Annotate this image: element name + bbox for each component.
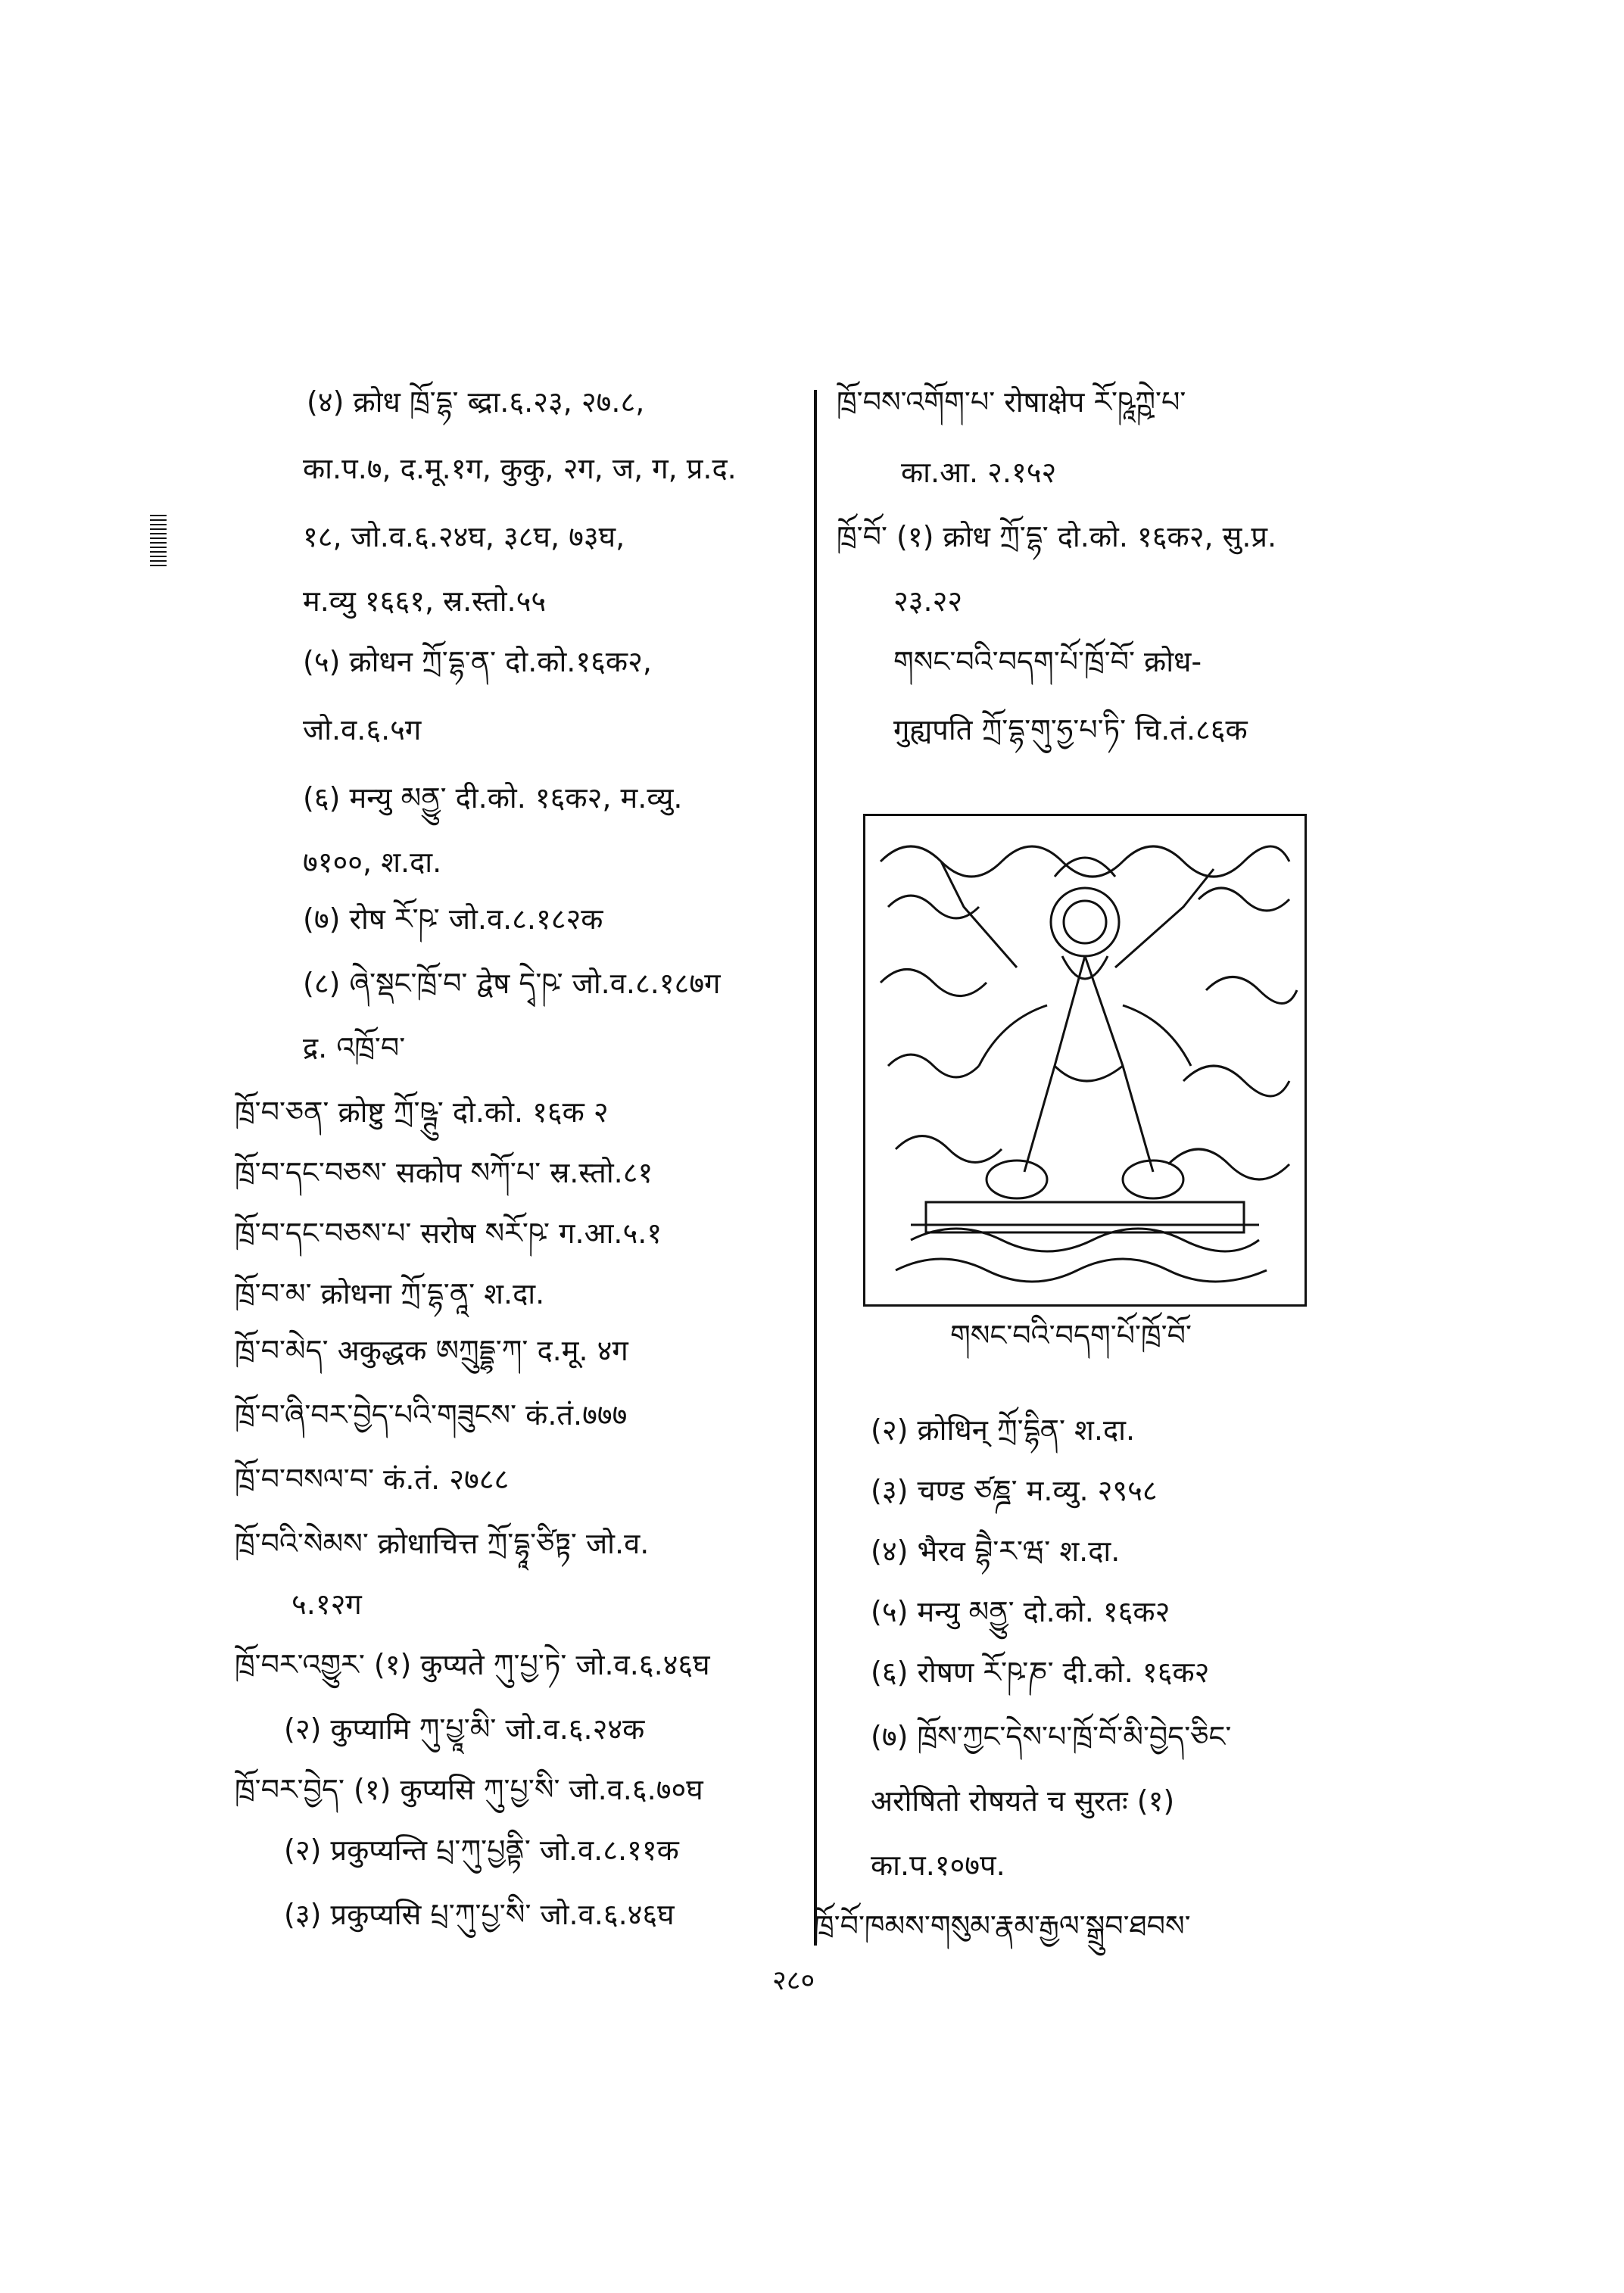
entry-line: (४) भैरव བྷཻ་ར་ཝ་ श.दा. — [871, 1534, 1121, 1568]
headword-line: ཁྲོ་བ་དང་བཅས་ सकोप སཀོ་པ་ स्र.स्तो.८१ — [235, 1156, 653, 1189]
entry-line: का.प.१०७प. — [871, 1849, 1005, 1882]
entry-line: का.आ. २.१५२ — [901, 456, 1057, 489]
entry-line: (६) रोषण རོ་ཥ་ཎ་ दी.को. १६क२ — [871, 1656, 1210, 1689]
entry-line: ७१००, श.दा. — [303, 846, 442, 879]
headword-line: ཁྲོ་བར་བྱེད་ (१) कुप्यसि ཀུ་པྱ་སི་ जो.व.६.७०घ — [235, 1773, 703, 1806]
entry-line: (३) प्रकुप्यसि པྲ་ཀུ་པྱ་སི་ जो.व.६.४६घ — [284, 1898, 675, 1931]
headword-line: ཁྲོ་བ་མ་ क्रोधना ཀྲོ་དྷ་ནཱ་ श.दा. — [235, 1277, 545, 1310]
headword-line: ཁྲོ་བ་ཅན་ क्रोष्टु ཀྲོ་ཥྚུ་ दो.को. १६क २ — [235, 1095, 609, 1129]
entry-line: (२) प्रकुप्यन्ति པྲ་ཀུ་པྱནྟི་ जो.व.८.११क — [284, 1833, 679, 1867]
headword-line: ཁྲོ་བའི་སེམས་ क्रोधाचित्त ཀྲོ་དྷཱ་ཙིཏྟ་ जो.व. — [235, 1527, 650, 1560]
entry-line: द्र. འཁྲོ་བ་ — [303, 1031, 406, 1064]
entry-line: (५) मन्यु མནྱུ་ दो.को. १६क२ — [871, 1595, 1170, 1628]
entry-line: म.व्यु १६६१, स्र.स्तो.५५ — [303, 584, 547, 618]
entry-line: अरोषितो रोषयते च सुरतः (१) — [871, 1784, 1175, 1818]
entry-line: २३.२२ — [893, 584, 963, 618]
entry-line: गुह्यपति ཀྲོ་དྷ་གུ་ཧྱ་པ་ཏི་ चि.तं.८६क — [893, 713, 1248, 746]
entry-line: ५.१२ग — [291, 1587, 362, 1621]
entry-line: का.प.७, द.मू.१ग, कुकु, २ग, ज, ग, प्र.द. — [303, 452, 737, 485]
margin-tick-marks — [150, 515, 167, 568]
headword-line: ཁྲོ་བ་དང་བཅས་པ་ सरोष སརོ་ཥ་ ग.आ.५.१ — [235, 1217, 662, 1250]
entry-line: (२) क्रोधिन् ཀྲོ་དྷིན་ श.दा. — [871, 1413, 1136, 1447]
entry-line: जो.व.६.५ग — [303, 713, 422, 746]
entry-line: (२) कुप्यामि ཀུ་པྱཱ་མི་ जो.व.६.२४क — [284, 1712, 645, 1746]
entry-line: (४) क्रोध ཁྲོ་དྷ་ ब्द्रा.६.२३, २७.८, — [307, 385, 645, 419]
headword-line: ཁྲོ་བ་ཞི་བར་བྱེད་པའི་གཟུངས་ कं.तं.७७७ — [235, 1398, 628, 1432]
deity-illustration — [863, 814, 1307, 1307]
entry-line: (७) रोष རོ་ཥ་ जो.व.८.१८२क — [303, 902, 603, 936]
page-number: २८० — [772, 1965, 815, 1996]
deity-drawing — [865, 816, 1300, 1300]
entry-line: (७) ཁྲོས་ཀྱང་དེས་པ་ཁྲོ་བོ་མི་བྱེད་ཅིང་ — [871, 1720, 1232, 1753]
entry-line: (३) चण्ड ཙཎྜ་ म.व्यु. २९५८ — [871, 1474, 1158, 1507]
headword-line: ཁྲོ་བོ་ཁམས་གསུམ་རྣམ་རྒྱལ་སྒྲུབ་ཐབས་ — [814, 1909, 1191, 1943]
headword-line: ཁྲོ་བོ་ (१) क्रोध ཀྲོ་དྷ་ दो.को. १६क२, सु.प्र. — [837, 520, 1277, 553]
headword-line: ཁྲོ་བ་མེད་ अकुद्धक ཨཀྲུདྡྷ་ཀ་ द.मू. ४ग — [235, 1334, 628, 1367]
figure-caption: གསང་བའི་བདག་པོ་ཁྲོ་བོ་ — [950, 1319, 1192, 1352]
entry-line: (५) क्रोधन ཀྲོ་དྷ་ན་ दो.को.१६क२, — [303, 645, 652, 678]
entry-line: (८) ཞེ་སྡང་ཁྲོ་བ་ द्वेष དྭེ་ཥ་ जो.व.८.१८७ग — [303, 967, 721, 1000]
headword-line: ཁྲོ་བར་འགྱུར་ (१) कुप्यते ཀུ་པྱ་ཏེ་ जो.व.६.४६घ — [235, 1648, 710, 1681]
entry-line: གསང་བའི་བདག་པོ་ཁྲོ་བོ་ क्रोध- — [893, 645, 1202, 678]
headword-line: ཁྲོ་བ་བསལ་བ་ कं.तं. २७८८ — [235, 1463, 510, 1496]
entry-line: १८, जो.व.६.२४घ, ३८घ, ७३घ, — [303, 520, 625, 553]
column-divider — [814, 390, 817, 1946]
headword-line: ཁྲོ་བས་འགོག་པ་ रोषाक्षेप རོ་ཥཱཀྵེ་པ་ — [837, 385, 1186, 419]
entry-line: (६) मन्यु མནྱུ་ दी.को. १६क२, म.व्यु. — [303, 781, 683, 815]
